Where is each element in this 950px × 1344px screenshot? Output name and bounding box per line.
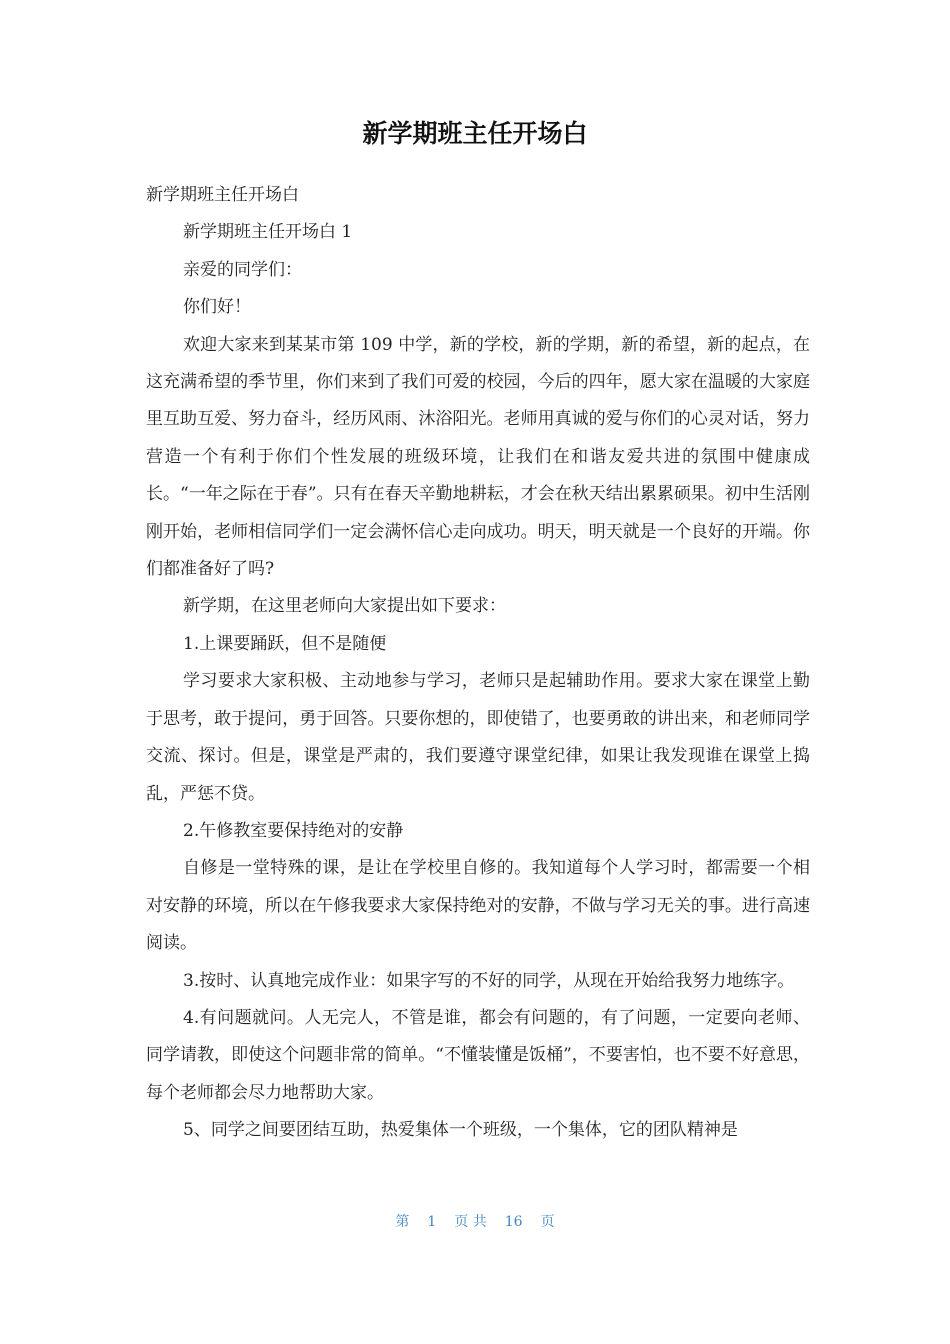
footer-suffix: 页 [540,1214,555,1230]
paragraph: 2.午修教室要保持绝对的安静 [183,820,404,841]
paragraph: 3.按时、认真地完成作业：如果字写的不好的同学，从现在开始给我努力地练字。 [183,970,795,991]
paragraph: 新学期班主任开场白 [146,185,299,205]
paragraph: 1.上课要踊跃，但不是随便 [183,633,387,654]
footer-middle: 页 共 [454,1214,487,1230]
paragraph: 你们好！ [183,297,251,318]
current-page-number: 1 [427,1214,437,1230]
paragraph: 亲爱的同学们： [183,259,302,280]
paragraph: 自修是一堂特殊的课，是让在学校里自修的。我知道每个人学习时，都需要一个相对安静的环境，所以在午修我要求大家保持绝对的安静，不做与学习无关的事。进行高速阅读。 [146,858,810,954]
document-body [146,177,810,1150]
paragraph: 欢迎大家来到某某市第 109 中学，新的学校，新的学期，新的希望，新的起点，在这充满希望的季节里，你们来到了我们可爱的校园，今后的四年，愿大家在温暖的大家庭里互助互爱、努力奋斗，经历风雨、沐浴阳光。老师用真诚的爱与你们的心灵对话，努力营造一个有利于你们个性发展的班级环境，让我们在和谐友爱共进的氛围中健康成长。“一年之际在于春”。只有在春天辛勤地耕耘，才会在秋天结出累累硕果。初中生活刚刚开始，老师相信同学们一定会满怀信心走向成功。明天，明天就是一个良好的开端。你们都准备好了吗? [146,334,810,580]
paragraph: 新学期，在这里老师向大家提出如下要求： [183,596,506,617]
paragraph: 5、同学之间要团结互助，热爱集体一个班级，一个集体，它的团队精神是 [183,1120,738,1141]
paragraph: 4.有问题就问。人无完人，不管是谁，都会有问题的，有了问题，一定要向老师、同学请教，即使这个问题非常的简单。“不懂装懂是饭桶”，不要害怕，也不要不好意思，每个老师都会尽力地帮助大家。 [146,1007,810,1103]
page-title: 新学期班主任开场白 [362,119,588,148]
paragraph: 新学期班主任开场白 1 [183,222,353,243]
paragraph: 学习要求大家积极、主动地参与学习，老师只是起辅助作用。要求大家在课堂上勤于思考，敢于提问，勇于回答。只要你想的，即使错了，也要勇敢的讲出来，和老师同学交流、探讨。但是，课堂是严肃的，我们要遵守课堂纪律，如果让我发现谁在课堂上捣乱，严惩不贷。 [146,671,810,804]
page-footer [0,1212,950,1232]
footer-prefix: 第 [395,1214,410,1230]
total-pages-number: 16 [504,1214,523,1230]
